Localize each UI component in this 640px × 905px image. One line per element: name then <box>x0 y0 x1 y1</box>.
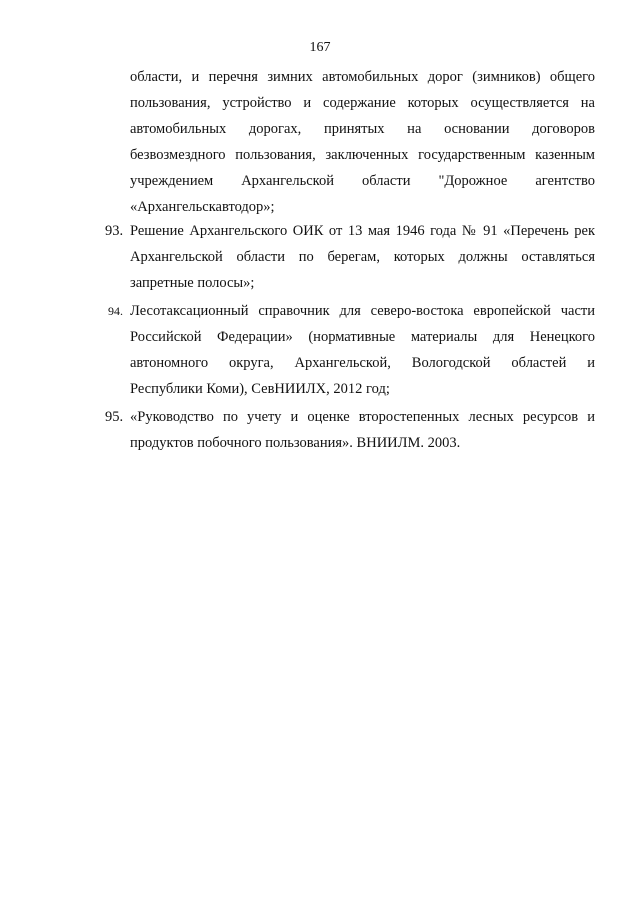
text-line: области, и перечня зимних автомобильных дорог (зимников) общего <box>130 69 595 85</box>
page-number: 167 <box>309 40 331 55</box>
text-line: пользования, устройство и содержание которых осуществляется на <box>130 95 595 111</box>
text-line: продуктов побочного пользования». ВНИИЛМ. 2003. <box>130 435 461 451</box>
list-item-number: 95. <box>105 409 124 425</box>
text-line: запретные полосы»; <box>130 275 255 291</box>
text-line: Лесотаксационный справочник для северо-востока европейской части <box>130 303 595 319</box>
text-line: «Архангельскавтодор»; <box>130 199 275 215</box>
text-line: безвозмездного пользования, заключенных государственным казенным <box>130 147 595 163</box>
text-line: Архангельской области по берегам, которых должны оставляться <box>130 249 595 265</box>
text-line: Российской Федерации» (нормативные материалы для Ненецкого <box>130 329 595 345</box>
text-line: «Руководство по учету и оценке второстепенных лесных ресурсов и <box>130 409 595 425</box>
text-line: Решение Архангельского ОИК от 13 мая 1946 года № 91 «Перечень рек <box>130 223 595 239</box>
text-line: учреждением Архангельской области "Дорожное агентство <box>130 173 595 189</box>
text-line: автомобильных дорогах, принятых на основании договоров <box>130 121 595 137</box>
text-line: автономного округа, Архангельской, Вологодской областей и <box>130 355 595 371</box>
text-line: Республики Коми), СевНИИЛХ, 2012 год; <box>130 381 390 397</box>
list-item-number: 94. <box>108 304 123 318</box>
list-item-number: 93. <box>105 223 124 239</box>
